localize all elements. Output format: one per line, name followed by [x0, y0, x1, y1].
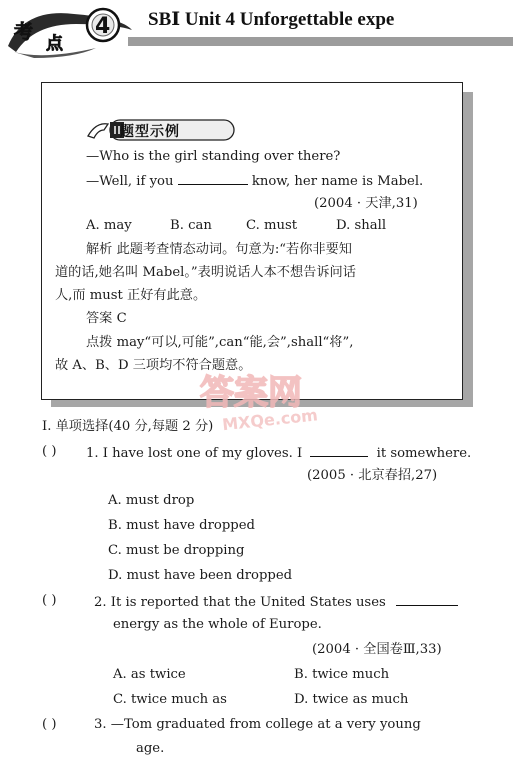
- q1-option-d: D. must have been dropped: [108, 568, 293, 583]
- q2-stem-before: 2. It is reported that the United States uses: [94, 595, 386, 610]
- badge-number: 4: [95, 14, 111, 39]
- q1-stem-after: it somewhere.: [376, 446, 472, 461]
- q2-option-a: A. as twice: [113, 667, 186, 682]
- example-question-line2: [86, 171, 423, 191]
- q1-blank: [310, 443, 368, 457]
- q1-option-c: C. must be dropping: [108, 543, 245, 558]
- answer-blank: [178, 171, 248, 185]
- tip-line1: 点拨 may“可以,可能”,can“能,会”,shall“将”,: [86, 335, 354, 350]
- q1-answer-paren: ( ): [42, 444, 57, 459]
- example-question-line2-before: —Well, if you: [86, 174, 174, 189]
- kaodian-badge-icon: [4, 2, 136, 58]
- analysis-line2: 道的话,她名叫 Mabel。”表明说话人本不想告诉问话: [55, 265, 356, 280]
- example-question-line1: —Who is the girl standing over there?: [86, 149, 341, 164]
- tip-line2: 故 A、B、D 三项均不符合题意。: [55, 358, 252, 373]
- section-heading: Ⅰ. 单项选择(40 分,每题 2 分): [42, 419, 214, 434]
- example-option-d: D. shall: [336, 218, 387, 233]
- page-header: [0, 0, 513, 62]
- badge-char-kao: 考: [14, 21, 34, 43]
- q1-source: (2005 · 北京春招,27): [307, 468, 438, 483]
- example-option-b: B. can: [170, 218, 212, 233]
- header-rule: [128, 37, 513, 46]
- example-option-c: C. must: [246, 218, 298, 233]
- q3-stem-line2: age.: [136, 741, 165, 756]
- analysis-line3: 人,而 must 正好有此意。: [55, 288, 207, 303]
- box-shadow-right: [463, 92, 473, 406]
- q2-answer-paren: ( ): [42, 593, 57, 608]
- q1-option-a: A. must drop: [108, 493, 195, 508]
- answer-line: 答案 C: [86, 311, 127, 326]
- q1-stem-before: 1. I have lost one of my gloves. I: [86, 446, 303, 461]
- watermark-logo: [192, 364, 372, 434]
- q2-option-b: B. twice much: [294, 667, 390, 682]
- example-question-line2-after: know, her name is Mabel.: [251, 174, 424, 189]
- q2-blank: [396, 592, 458, 606]
- q2-option-c: C. twice much as: [113, 692, 227, 707]
- q1-stem: [86, 443, 471, 463]
- watermark-cn: 答案网: [200, 373, 302, 413]
- example-label: 题型示例: [120, 124, 180, 140]
- q3-answer-paren: ( ): [42, 717, 57, 732]
- unit-title: SBⅠ Unit 4 Unforgettable expe: [148, 9, 395, 30]
- q3-stem-line1: 3. —Tom graduated from college at a very young: [94, 717, 421, 732]
- q2-stem-line2: energy as the whole of Europe.: [113, 617, 322, 632]
- example-option-a: A. may: [86, 218, 132, 233]
- q2-stem: [94, 592, 458, 612]
- example-source: (2004 · 天津,31): [314, 196, 418, 211]
- q2-source: (2004 · 全国卷Ⅲ,33): [312, 642, 442, 657]
- badge-char-dian: 点: [46, 34, 63, 54]
- analysis-line1: 解析 此题考查情态动词。句意为:“若你非要知: [86, 242, 352, 257]
- q1-option-b: B. must have dropped: [108, 518, 255, 533]
- q2-option-d: D. twice as much: [294, 692, 409, 707]
- watermark-url: MXQe.com: [221, 405, 319, 434]
